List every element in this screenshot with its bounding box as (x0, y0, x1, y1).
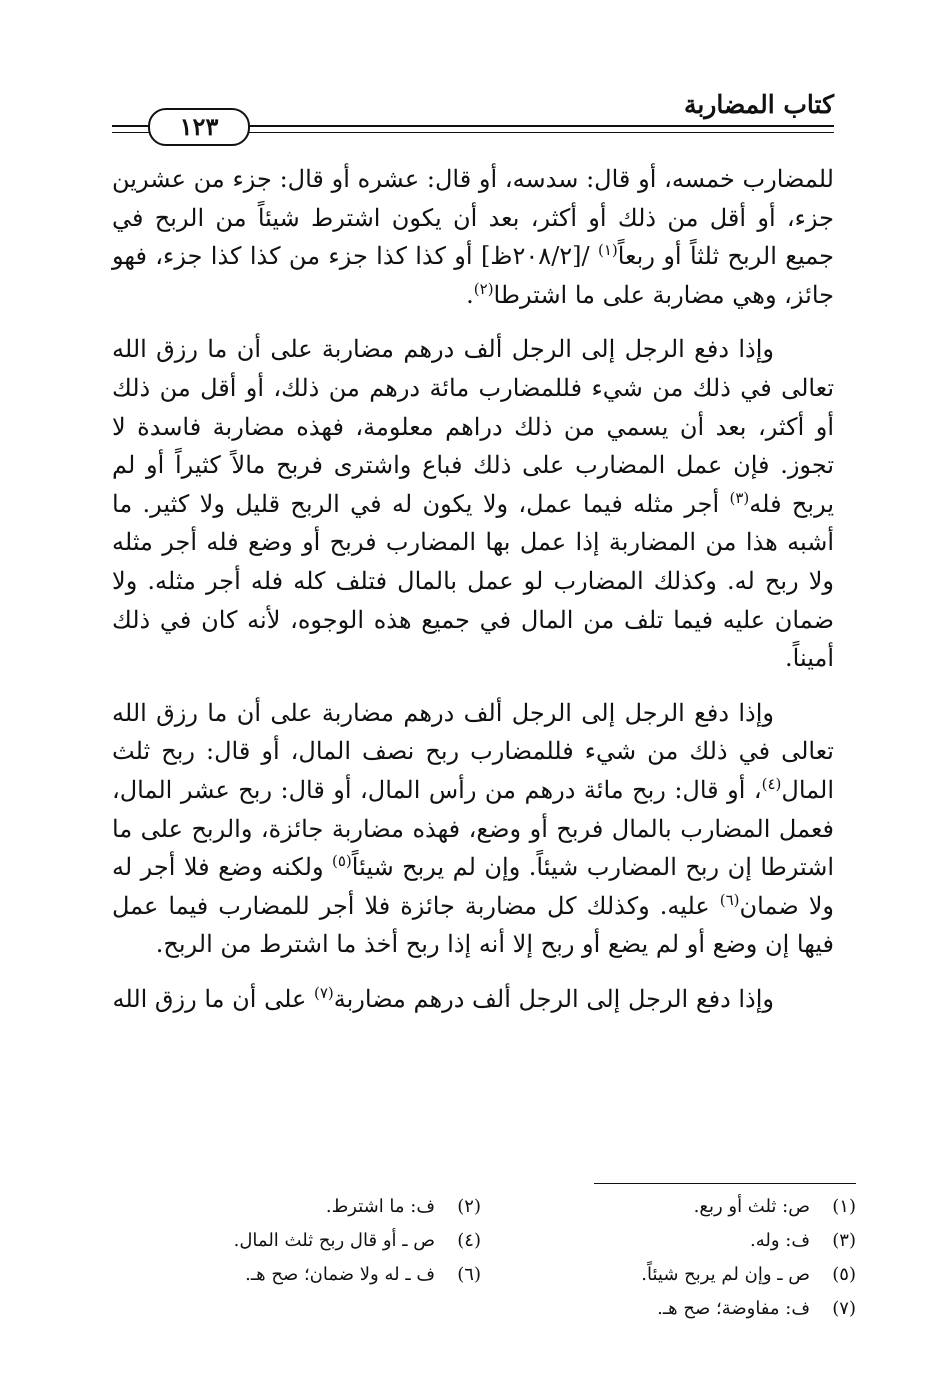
page-header (112, 80, 834, 142)
paragraph-3: وإذا دفع الرجل إلى الرجل ألف درهم مضاربة على أن ما رزق الله تعالى في ذلك من شيء فللمضارب ربح نصف المال، أو قال: ربح ثلث المال$^{(٤)}$، أو قال: ربح مائة درهم من رأس المال، أو قال: ربح عشر المال، فعمل المضارب بالمال فربح أو وضع، فهذه مضاربة جائزة، والربح على ما اشترطا إن ربح المضارب شيئاً. وإن لم يربح شيئاً$^{(٥)}$ ولكنه وضع فلا أجر له ولا ضمان$^{(٦)}$ عليه. وكذلك كل مضاربة جائزة فلا أجر للمضارب فيما عمل فيها إن وضع أو لم يضع أو ربح إلا أنه إذا ربح أخذ ما اشترط من الربح. (112, 698, 834, 959)
footnote-ref-1: (١) (598, 241, 618, 260)
footnotes-column-left (211, 1190, 481, 1292)
footnote-separator (594, 1183, 856, 1184)
footnote-4: (٤)ص ـ أو قال ربح ثلث المال. (233, 1230, 481, 1251)
footnote-1: (١)ص: ثلث أو ربع. (693, 1196, 856, 1217)
footnote-ref-7: (٧) (313, 983, 334, 1002)
footnote-ref-4: (٤) (761, 774, 782, 793)
paragraph-4: وإذا دفع الرجل إلى الرجل ألف درهم مضاربة$^{(٧)}$ على أن ما رزق الله (112, 983, 774, 1013)
footnote-ref-6: (٦) (719, 890, 740, 909)
footnote-6: (٦)ف ـ له ولا ضمان؛ صح هـ. (245, 1264, 481, 1285)
footnote-2: (٢)ف: ما اشترط. (325, 1196, 481, 1217)
page-number-badge: ١٢٣ (148, 108, 250, 146)
footnote-7: (٧)ف: مفاوضة؛ صح هـ. (657, 1298, 856, 1319)
footnotes (233, 1190, 856, 1330)
running-title: كتاب المضاربة (683, 90, 834, 119)
footnote-5: (٥)ص ـ وإن لم يربح شيئاً. (641, 1264, 856, 1285)
footnote-ref-2: (٢) (473, 279, 494, 298)
footnotes-column-right (586, 1190, 856, 1326)
footnote-3: (٣)ف: وله. (750, 1230, 856, 1251)
paragraph-1: للمضارب خمسه، أو قال: سدسه، أو قال: عشره أو قال: جزء من عشرين جزء، أو أقل من ذلك أو أكثر، بعد أن يكون اشترط شيئاً من الربح في جميع الربح ثلثاً أو ربعاً$^{(١)}$ /[٢٠٨/٢ظ] أو كذا كذا جزء من كذا كذا جزء، فهو جائز، وهي مضاربة على ما اشترطا$^{(٢)}$. (112, 165, 835, 309)
footnote-ref-5: (٥) (332, 852, 352, 871)
footnote-ref-3: (٣) (729, 488, 750, 507)
main-text (112, 160, 834, 1018)
paragraph-2: وإذا دفع الرجل إلى الرجل ألف درهم مضاربة على أن ما رزق الله تعالى في ذلك من شيء فللمضارب مائة درهم من ذلك، أو أقل من ذلك أو أكثر، بعد أن يسمي من ذلك دراهم معلومة، فهذه مضاربة فاسدة لا تجوز. فإن عمل المضارب على ذلك فباع واشترى فربح مالاً كثيراً أو لم يربح فله$^{(٣)}$ أجر مثله فيما عمل، ولا يكون له في الربح قليل ولا كثير. ما أشبه هذا من المضاربة إذا عمل بها المضارب فربح أو وضع فله أجر مثله ولا ربح له. وكذلك المضارب لو عمل بالمال فتلف كله فله أجر مثله. ولا ضمان عليه فيما تلف من المال في جميع هذه الوجوه، لأنه كان في ذلك أميناً. (112, 335, 835, 673)
